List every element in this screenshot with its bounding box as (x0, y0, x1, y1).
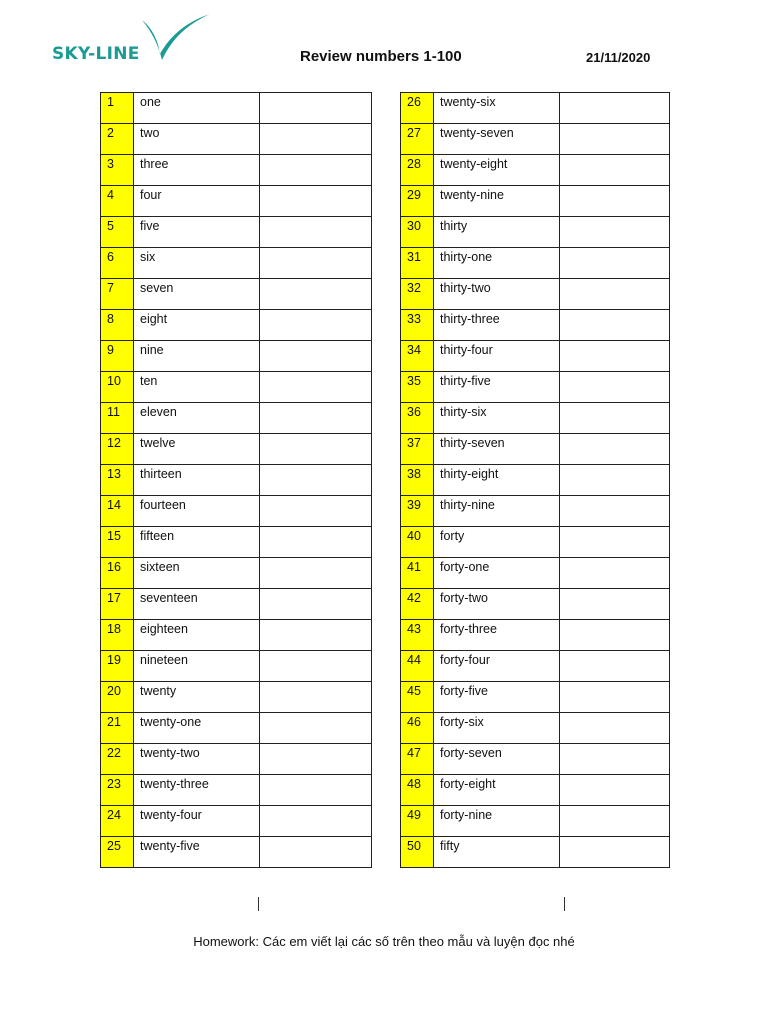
table-row (401, 217, 670, 248)
number-cell: 8 (101, 310, 134, 341)
sky-line-logo (52, 14, 202, 68)
word-cell: thirty (434, 217, 560, 248)
number-cell: 20 (101, 682, 134, 713)
answer-blank-cell[interactable] (560, 527, 670, 558)
table-row (101, 124, 372, 155)
homework-note: Homework: Các em viết lại các số trên theo mẫu và luyện đọc nhé (193, 934, 575, 949)
number-cell: 7 (101, 279, 134, 310)
table-row (401, 496, 670, 527)
number-cell: 4 (101, 186, 134, 217)
word-cell: forty-six (434, 713, 560, 744)
number-cell: 30 (401, 217, 434, 248)
number-cell: 24 (101, 806, 134, 837)
table-row (401, 558, 670, 589)
table-row (101, 682, 372, 713)
numbers-table-left (100, 92, 372, 868)
word-cell: eight (134, 310, 260, 341)
word-cell: twenty-one (134, 713, 260, 744)
table-row (101, 155, 372, 186)
table-row (101, 527, 372, 558)
number-cell: 3 (101, 155, 134, 186)
number-cell: 26 (401, 93, 434, 124)
table-row (401, 341, 670, 372)
answer-blank-cell[interactable] (260, 651, 372, 682)
word-cell: twenty-seven (434, 124, 560, 155)
answer-blank-cell[interactable] (260, 713, 372, 744)
table-row (101, 372, 372, 403)
table-row (401, 186, 670, 217)
word-cell: three (134, 155, 260, 186)
word-cell: forty (434, 527, 560, 558)
table-row (101, 186, 372, 217)
answer-blank-cell[interactable] (260, 434, 372, 465)
word-cell: nine (134, 341, 260, 372)
table-row (101, 775, 372, 806)
table-row (401, 93, 670, 124)
answer-blank-cell[interactable] (560, 620, 670, 651)
word-cell: twenty-four (134, 806, 260, 837)
number-cell: 15 (101, 527, 134, 558)
word-cell: five (134, 217, 260, 248)
table-row (401, 837, 670, 868)
table-row (101, 93, 372, 124)
word-cell: forty-two (434, 589, 560, 620)
number-cell: 16 (101, 558, 134, 589)
number-cell: 35 (401, 372, 434, 403)
date-label: 21/11/2020 (586, 50, 651, 65)
table-row (401, 465, 670, 496)
table-row (401, 403, 670, 434)
word-cell: forty-seven (434, 744, 560, 775)
number-cell: 50 (401, 837, 434, 868)
answer-blank-cell[interactable] (260, 186, 372, 217)
number-cell: 47 (401, 744, 434, 775)
number-cell: 37 (401, 434, 434, 465)
table-row (101, 248, 372, 279)
number-cell: 34 (401, 341, 434, 372)
answer-blank-cell[interactable] (260, 372, 372, 403)
word-cell: four (134, 186, 260, 217)
table-row (401, 713, 670, 744)
table-row (401, 682, 670, 713)
number-cell: 11 (101, 403, 134, 434)
number-cell: 12 (101, 434, 134, 465)
table-row (401, 372, 670, 403)
table-row (101, 744, 372, 775)
number-cell: 9 (101, 341, 134, 372)
word-cell: eighteen (134, 620, 260, 651)
answer-blank-cell[interactable] (260, 465, 372, 496)
word-cell: thirty-three (434, 310, 560, 341)
table-row (401, 155, 670, 186)
number-cell: 40 (401, 527, 434, 558)
answer-blank-cell[interactable] (560, 806, 670, 837)
answer-blank-cell[interactable] (260, 620, 372, 651)
answer-blank-cell[interactable] (560, 651, 670, 682)
word-cell: twenty-five (134, 837, 260, 868)
answer-blank-cell[interactable] (560, 465, 670, 496)
divider-line (564, 897, 565, 911)
word-cell: ten (134, 372, 260, 403)
number-cell: 29 (401, 186, 434, 217)
answer-blank-cell[interactable] (560, 372, 670, 403)
word-cell: forty-one (434, 558, 560, 589)
answer-blank-cell[interactable] (560, 279, 670, 310)
table-row (101, 837, 372, 868)
table-row (101, 496, 372, 527)
table-row (101, 713, 372, 744)
answer-blank-cell[interactable] (260, 837, 372, 868)
word-cell: fifty (434, 837, 560, 868)
answer-blank-cell[interactable] (260, 341, 372, 372)
answer-blank-cell[interactable] (560, 744, 670, 775)
number-cell: 33 (401, 310, 434, 341)
word-cell: thirty-one (434, 248, 560, 279)
answer-blank-cell[interactable] (260, 775, 372, 806)
table-row (401, 589, 670, 620)
word-cell: thirty-two (434, 279, 560, 310)
number-cell: 36 (401, 403, 434, 434)
word-cell: sixteen (134, 558, 260, 589)
number-cell: 49 (401, 806, 434, 837)
table-row (401, 744, 670, 775)
number-cell: 25 (101, 837, 134, 868)
number-cell: 19 (101, 651, 134, 682)
answer-blank-cell[interactable] (560, 558, 670, 589)
table-row (101, 434, 372, 465)
answer-blank-cell[interactable] (560, 496, 670, 527)
number-cell: 43 (401, 620, 434, 651)
logo-text: SKY-LINE (52, 44, 140, 64)
answer-blank-cell[interactable] (560, 124, 670, 155)
number-cell: 32 (401, 279, 434, 310)
number-cell: 5 (101, 217, 134, 248)
word-cell: forty-three (434, 620, 560, 651)
word-cell: thirty-seven (434, 434, 560, 465)
table-row (101, 806, 372, 837)
answer-blank-cell[interactable] (260, 93, 372, 124)
table-row (101, 217, 372, 248)
number-cell: 31 (401, 248, 434, 279)
table-row (401, 651, 670, 682)
word-cell: twenty-two (134, 744, 260, 775)
table-row (401, 248, 670, 279)
number-cell: 17 (101, 589, 134, 620)
number-cell: 42 (401, 589, 434, 620)
answer-blank-cell[interactable] (560, 217, 670, 248)
number-cell: 22 (101, 744, 134, 775)
table-row (101, 403, 372, 434)
number-cell: 28 (401, 155, 434, 186)
word-cell: two (134, 124, 260, 155)
number-cell: 48 (401, 775, 434, 806)
numbers-table-right (400, 92, 670, 868)
table-row (101, 341, 372, 372)
word-cell: forty-eight (434, 775, 560, 806)
table-row (101, 558, 372, 589)
swoosh-check-icon (138, 14, 242, 62)
answer-blank-cell[interactable] (260, 124, 372, 155)
word-cell: twenty-nine (434, 186, 560, 217)
number-cell: 41 (401, 558, 434, 589)
word-cell: fifteen (134, 527, 260, 558)
word-cell: thirty-nine (434, 496, 560, 527)
number-cell: 13 (101, 465, 134, 496)
word-cell: eleven (134, 403, 260, 434)
page-title: Review numbers 1-100 (300, 48, 462, 65)
table-row (101, 310, 372, 341)
answer-blank-cell[interactable] (260, 527, 372, 558)
answer-blank-cell[interactable] (260, 279, 372, 310)
table-row (401, 124, 670, 155)
table-row (401, 434, 670, 465)
answer-blank-cell[interactable] (260, 806, 372, 837)
table-row (401, 310, 670, 341)
word-cell: nineteen (134, 651, 260, 682)
number-cell: 14 (101, 496, 134, 527)
answer-blank-cell[interactable] (560, 341, 670, 372)
table-row (401, 527, 670, 558)
answer-blank-cell[interactable] (560, 434, 670, 465)
word-cell: forty-nine (434, 806, 560, 837)
answer-blank-cell[interactable] (560, 589, 670, 620)
number-cell: 39 (401, 496, 434, 527)
table-row (101, 651, 372, 682)
number-cell: 2 (101, 124, 134, 155)
word-cell: twenty-six (434, 93, 560, 124)
number-cell: 27 (401, 124, 434, 155)
number-cell: 6 (101, 248, 134, 279)
answer-blank-cell[interactable] (560, 310, 670, 341)
word-cell: thirty-five (434, 372, 560, 403)
number-cell: 38 (401, 465, 434, 496)
answer-blank-cell[interactable] (260, 248, 372, 279)
word-cell: six (134, 248, 260, 279)
answer-blank-cell[interactable] (560, 186, 670, 217)
word-cell: twenty-three (134, 775, 260, 806)
answer-blank-cell[interactable] (260, 744, 372, 775)
number-cell: 23 (101, 775, 134, 806)
number-cell: 21 (101, 713, 134, 744)
number-cell: 45 (401, 682, 434, 713)
table-row (401, 620, 670, 651)
answer-blank-cell[interactable] (560, 713, 670, 744)
table-row (101, 620, 372, 651)
answer-blank-cell[interactable] (260, 155, 372, 186)
answer-blank-cell[interactable] (260, 558, 372, 589)
number-cell: 46 (401, 713, 434, 744)
answer-blank-cell[interactable] (560, 155, 670, 186)
answer-blank-cell[interactable] (260, 682, 372, 713)
answer-blank-cell[interactable] (260, 310, 372, 341)
word-cell: twelve (134, 434, 260, 465)
divider-line (258, 897, 259, 911)
word-cell: thirteen (134, 465, 260, 496)
answer-blank-cell[interactable] (560, 248, 670, 279)
table-row (101, 589, 372, 620)
table-row (401, 775, 670, 806)
answer-blank-cell[interactable] (260, 589, 372, 620)
word-cell: forty-four (434, 651, 560, 682)
answer-blank-cell[interactable] (560, 93, 670, 124)
word-cell: fourteen (134, 496, 260, 527)
table-row (401, 279, 670, 310)
answer-blank-cell[interactable] (560, 403, 670, 434)
answer-blank-cell[interactable] (260, 403, 372, 434)
number-cell: 10 (101, 372, 134, 403)
word-cell: one (134, 93, 260, 124)
word-cell: forty-five (434, 682, 560, 713)
number-cell: 44 (401, 651, 434, 682)
table-row (401, 806, 670, 837)
answer-blank-cell[interactable] (260, 496, 372, 527)
word-cell: twenty-eight (434, 155, 560, 186)
answer-blank-cell[interactable] (560, 837, 670, 868)
word-cell: seventeen (134, 589, 260, 620)
answer-blank-cell[interactable] (560, 775, 670, 806)
answer-blank-cell[interactable] (560, 682, 670, 713)
number-cell: 18 (101, 620, 134, 651)
word-cell: thirty-six (434, 403, 560, 434)
word-cell: thirty-four (434, 341, 560, 372)
word-cell: thirty-eight (434, 465, 560, 496)
table-row (101, 279, 372, 310)
word-cell: seven (134, 279, 260, 310)
table-row (101, 465, 372, 496)
number-cell: 1 (101, 93, 134, 124)
answer-blank-cell[interactable] (260, 217, 372, 248)
word-cell: twenty (134, 682, 260, 713)
